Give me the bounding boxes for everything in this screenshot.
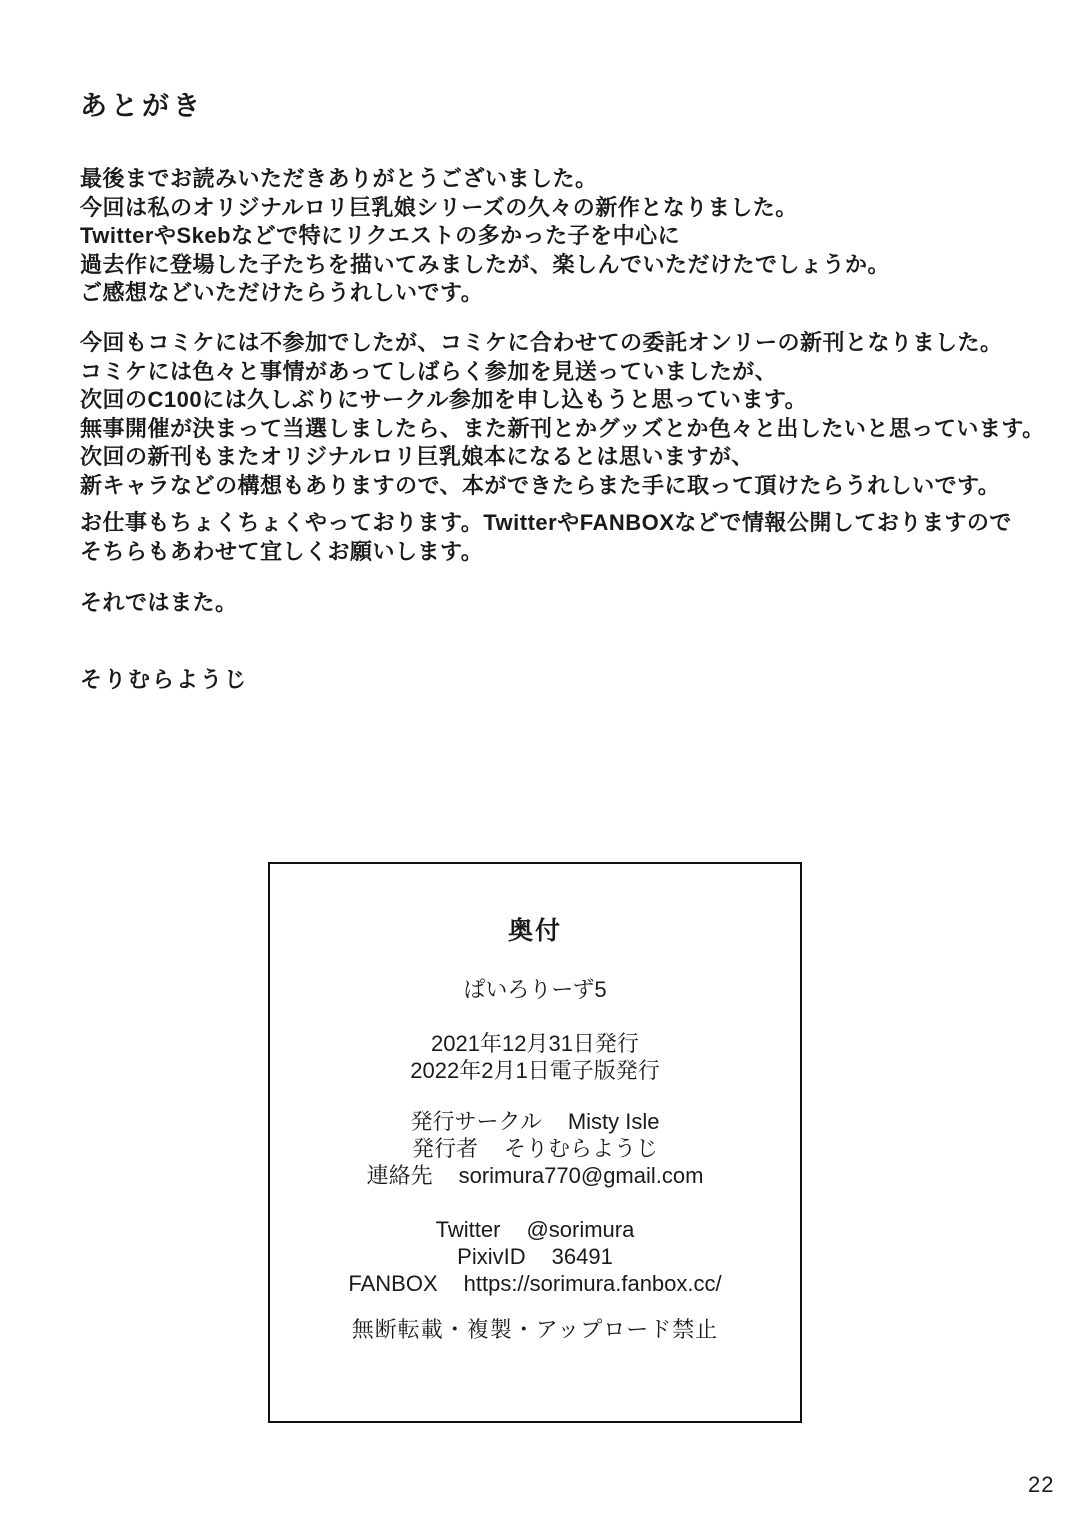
colophon-box [268,862,802,1423]
fanbox-line [270,1270,800,1297]
text-line: お仕事もちょくちょくやっております。TwitterやFANBOXなどで情報公開しておりますので [80,510,1012,535]
circle-label: 発行サークル [410,1109,542,1134]
afterword-paragraph-3 [80,509,1080,566]
sns-info [270,1216,800,1297]
twitter-line [270,1216,800,1243]
text-line: 過去作に登場した子たちを描いてみましたが、楽しんでいただけたでしょうか。 [80,251,891,277]
pixiv-line [270,1243,800,1270]
page-number: 22 [1028,1472,1055,1497]
contact-label: 連絡先 [366,1163,433,1188]
fanbox-url: https://sorimura.fanbox.cc/ [463,1271,722,1296]
digital-date: 2022年2月1日電子版発行 [410,1058,660,1083]
text-line: 新キャラなどの構想もありますので、本ができたらまた手に取って頂けたらうれしいです。 [80,472,1001,498]
twitter-label: Twitter [435,1217,501,1242]
publication-dates [270,1030,800,1084]
publisher-label: 発行者 [411,1136,478,1161]
text-line: ご感想などいただけたらうれしいです。 [80,280,484,305]
circle-line [270,1108,800,1135]
publisher-value: そりむらようじ [504,1136,659,1161]
text-line: そちらもあわせて宜しくお願いします。 [80,538,484,564]
text-line: 次回のC100には久しぶりにサークル参加を申し込もうと思っています。 [80,387,808,412]
author-signature: そりむらようじ [80,667,249,692]
text-line: 次回の新刊もまたオリジナルロリ巨乳娘本になるとは思いますが、 [80,444,754,469]
book-title: ぱいろりーず5 [463,977,607,1002]
pixiv-label: PixivID [457,1244,526,1269]
afterword-paragraph-2 [80,329,1080,500]
text-line: 無事開催が決まって当選しましたら、また新刊とかグッズとか色々と出したいと思っています。 [80,415,1045,441]
afterword-paragraph-1 [80,165,1080,308]
contact-line [270,1162,800,1189]
fanbox-label: FANBOX [348,1271,438,1296]
text-line: TwitterやSkebなどで特にリクエストの多かった子を中心に [80,223,681,248]
pixiv-id: 36491 [551,1244,613,1269]
publisher-line [270,1135,800,1162]
text-line: 最後までお読みいただきありがとうございました。 [80,166,598,191]
twitter-handle: @sorimura [526,1217,635,1242]
publisher-info [270,1108,800,1189]
text-line: コミケには色々と事情があってしばらく参加を見送っていましたが、 [80,358,778,384]
circle-value: Misty Isle [567,1109,660,1134]
contact-email: sorimura770@gmail.com [458,1163,704,1188]
page-title: あとがき [80,91,204,121]
text-line: 今回は私のオリジナルロリ巨乳娘シリーズの久々の新作となりました。 [80,194,798,220]
afterword-paragraph-4 [80,589,1080,618]
text-line: それではまた。 [80,590,238,615]
colophon-title: 奥付 [507,917,562,945]
copyright-notice: 無断転載・複製・アップロード禁止 [351,1317,719,1342]
text-line: 今回もコミケには不参加でしたが、コミケに合わせての委託オンリーの新刊となりました。 [80,330,1003,355]
print-date: 2021年12月31日発行 [431,1031,639,1056]
